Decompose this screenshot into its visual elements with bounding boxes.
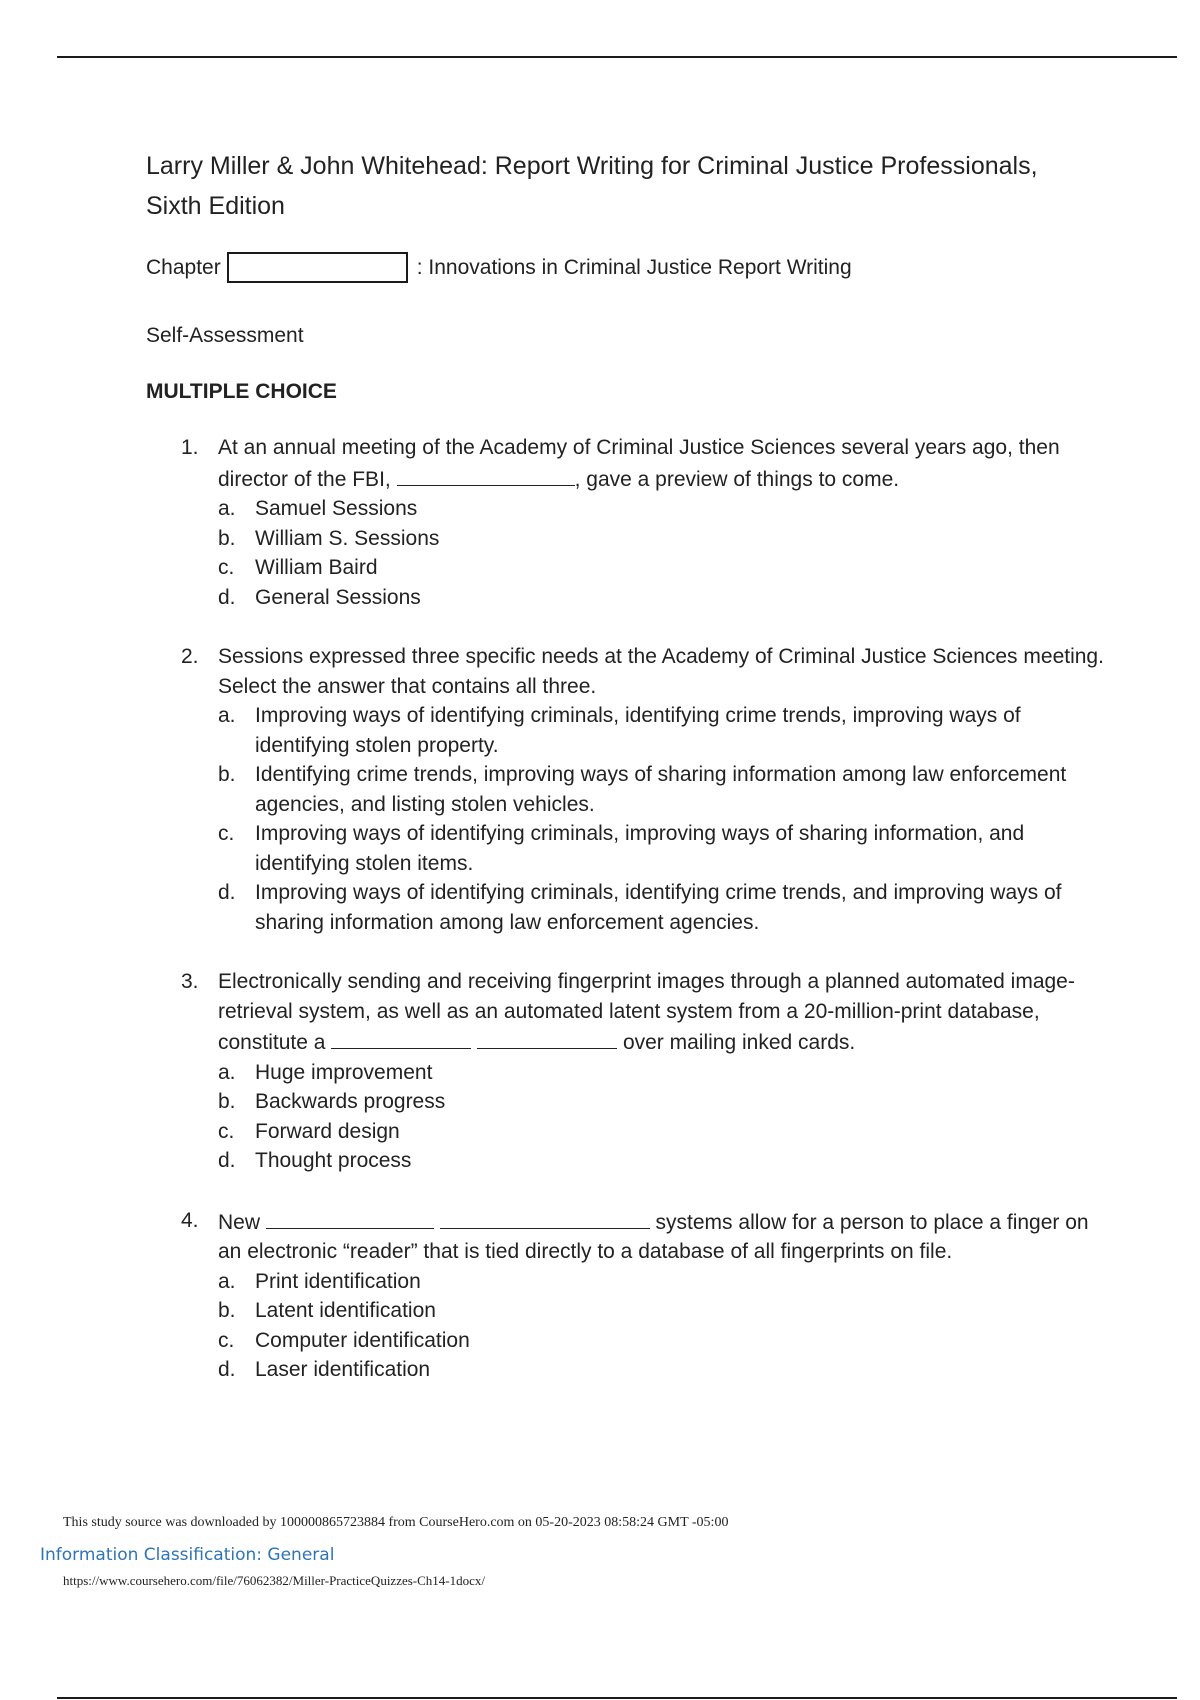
- option-list: [218, 1058, 1106, 1176]
- option-b[interactable]: b. Latent identification: [218, 1299, 436, 1322]
- answer-blank: [266, 1206, 434, 1229]
- option-c[interactable]: c. Forward design: [218, 1119, 400, 1143]
- question-1: [146, 433, 1106, 612]
- option-c[interactable]: c. William Baird: [218, 556, 378, 579]
- question-2: [146, 642, 1106, 937]
- option-list: [218, 1267, 1106, 1385]
- section-label: Self-Assessment: [146, 324, 304, 347]
- question-3: [146, 967, 1106, 1176]
- answer-blank: [440, 1206, 650, 1229]
- source-url-link[interactable]: https://www.coursehero.com/file/76062382/Miller-PracticeQuizzes-Ch14-1docx/: [63, 1573, 486, 1588]
- option-b[interactable]: b. William S. Sessions: [218, 526, 440, 550]
- option-a[interactable]: a. Huge improvement: [218, 1060, 433, 1084]
- bottom-rule: [57, 1697, 1177, 1699]
- chapter-line: [146, 252, 1106, 283]
- chapter-title: : Innovations in Criminal Justice Report Writing: [416, 255, 852, 279]
- option-c[interactable]: c. Improving ways of identifying criminals, improving ways of sharing information, and identifying stolen items.: [218, 822, 1025, 875]
- answer-blank: [331, 1026, 471, 1049]
- question-stem: At an annual meeting of the Academy of Criminal Justice Sciences several years ago, then director of the FBI, , gave a preview of things to come.: [218, 436, 1060, 491]
- question-number: 2.: [181, 645, 199, 668]
- answer-blank: [397, 463, 575, 486]
- question-stem: Sessions expressed three specific needs at the Academy of Criminal Justice Sciences meeting. Select the answer that contains all three.: [218, 645, 1104, 698]
- option-d[interactable]: d. Improving ways of identifying criminals, identifying crime trends, and improving ways of sharing information among law enforcement agencies.: [218, 881, 1062, 934]
- chapter-label: Chapter: [146, 255, 221, 279]
- question-stem: New systems allow for a person to place a finger on an electronic “reader” that is tied directly to a database of all fingerprints on file.: [218, 1206, 1106, 1267]
- download-source-notice: This study source was downloaded by 100000865723884 from CourseHero.com on 05-20-2023 08:58:24 GMT -05:00: [63, 1515, 729, 1530]
- question-number: 3.: [181, 970, 199, 993]
- question-4: [146, 1206, 1106, 1385]
- top-rule: [57, 56, 1177, 58]
- option-d[interactable]: d. Thought process: [218, 1149, 412, 1172]
- option-d[interactable]: d. Laser identification: [218, 1358, 431, 1381]
- question-stem: Electronically sending and receiving fingerprint images through a planned automated image-retrieval system, as well as an automated latent system from a 20-million-print database, constitute a over mailing inked cards.: [218, 970, 1075, 1054]
- document-body: [146, 146, 1106, 1415]
- chapter-number-field[interactable]: [227, 252, 408, 283]
- option-b[interactable]: b. Identifying crime trends, improving ways of sharing information among law enforcement agencies, and listing stolen vehicles.: [218, 763, 1067, 816]
- document-title: Larry Miller & John Whitehead: Report Writing for Criminal Justice Professionals, Sixth Edition: [146, 152, 1038, 220]
- question-list: [146, 433, 1106, 1385]
- option-a[interactable]: a. Improving ways of identifying criminals, identifying crime trends, improving ways of identifying stolen property.: [218, 704, 1021, 757]
- multiple-choice-heading: MULTIPLE CHOICE: [146, 380, 337, 403]
- option-a[interactable]: a. Samuel Sessions: [218, 497, 418, 520]
- option-b[interactable]: b. Backwards progress: [218, 1090, 446, 1113]
- classification-label: Information Classification: General: [40, 1545, 335, 1565]
- option-c[interactable]: c. Computer identification: [218, 1328, 470, 1352]
- option-list: [218, 494, 1106, 612]
- question-number: 4.: [181, 1208, 199, 1232]
- option-d[interactable]: d. General Sessions: [218, 585, 421, 609]
- option-list: [218, 701, 1106, 937]
- answer-blank: [477, 1026, 617, 1049]
- question-number: 1.: [181, 436, 199, 459]
- option-a[interactable]: a. Print identification: [218, 1269, 421, 1293]
